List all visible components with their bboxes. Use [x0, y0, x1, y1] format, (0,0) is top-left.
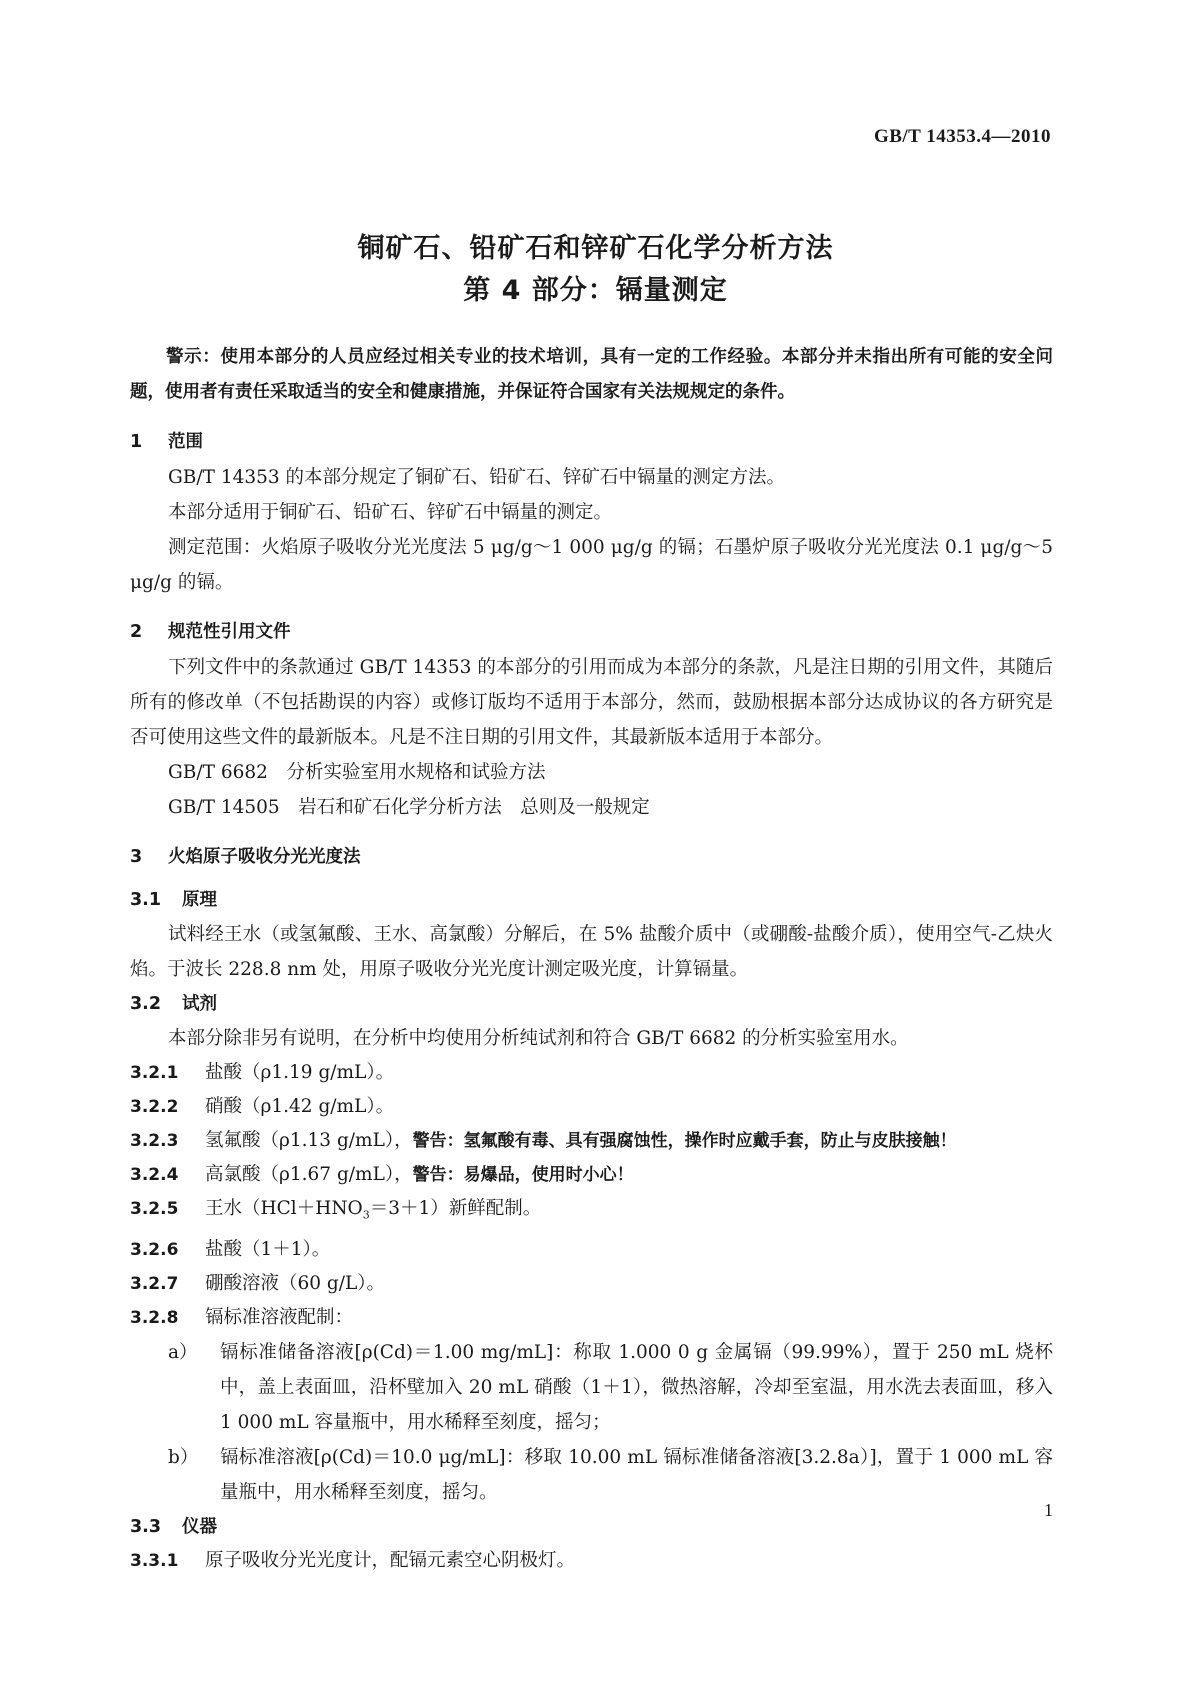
reference-name: 岩石和矿石化学分析方法 总则及一般规定 — [298, 797, 650, 818]
item-warning: 警告：易爆品，使用时小心！ — [412, 1165, 634, 1185]
reagent-item — [130, 1233, 1053, 1267]
item-number: 3.2.1 — [130, 1063, 179, 1083]
section-number: 3 — [130, 847, 143, 867]
reagent-item — [130, 1158, 1053, 1192]
subsection-number: 3.1 — [130, 890, 162, 910]
subsection-heading-instruments — [130, 1510, 1053, 1544]
item-text: 硝酸（ρ1.42 g/mL）。 — [205, 1096, 395, 1117]
scope-paragraph: 本部分适用于铜矿石、铅矿石、锌矿石中镉量的测定。 — [168, 502, 613, 523]
item-text: 盐酸（ρ1.19 g/mL）。 — [205, 1062, 395, 1083]
reference-item — [130, 790, 1053, 825]
scope-paragraph: 测定范围：火焰原子吸收分光光度法 5 μg/g～1 000 μg/g 的镉；石墨炉原子吸收分光光度法 0.1 μg/g～5 μg/g 的镉。 — [130, 537, 1053, 593]
document-subtitle: 第 4 部分：镉量测定 — [463, 275, 728, 306]
item-text: 氢氟酸（ρ1.13 g/mL）， — [205, 1130, 413, 1151]
document-body — [130, 340, 1053, 1578]
safety-warning: 警示：使用本部分的人员应经过相关专业的技术培训，具有一定的工作经验。本部分并未指出所有可能的安全问题，使用者有责任采取适当的安全和健康措施，并保证符合国家有关法规规定的条件。 — [130, 347, 1053, 402]
reagents-intro: 本部分除非另有说明，在分析中均使用分析纯试剂和符合 GB/T 6682 的分析实验室用水。 — [168, 1028, 909, 1049]
page-number: 1 — [1044, 1500, 1053, 1520]
subsection-title: 仪器 — [182, 1516, 217, 1537]
sub-item-text: 镉标准储备溶液[ρ(Cd)＝1.00 mg/mL]：称取 1.000 0 g 金属镉（99.99%），置于 250 mL 烧杯中，盖上表面皿，沿杯壁加入 20 mL 硝酸（1＋1），微热溶解，冷却至室温，用水洗去表面皿，移入 1 000 mL 容量瓶中，用水稀释至刻度，摇匀； — [220, 1341, 1053, 1433]
reference-code: GB/T 14505 — [168, 797, 280, 818]
reagent-item — [130, 1090, 1053, 1124]
item-number: 3.3.1 — [130, 1550, 179, 1571]
item-text: 盐酸（1＋1）。 — [205, 1238, 331, 1260]
subsection-title: 试剂 — [182, 994, 217, 1014]
subsection-heading-principle — [130, 883, 1053, 917]
item-number: 3.2.6 — [130, 1239, 179, 1260]
section-heading-references — [130, 614, 1053, 650]
item-text: 硼酸溶液（60 g/L）。 — [205, 1272, 386, 1294]
sub-item-label: a） — [168, 1341, 198, 1363]
section-number: 1 — [130, 432, 143, 452]
reagent-item — [130, 1267, 1053, 1301]
section-title: 火焰原子吸收分光光度法 — [168, 847, 361, 867]
instrument-item — [130, 1544, 1053, 1578]
scope-paragraph: GB/T 14353 的本部分规定了铜矿石、铅矿石、锌矿石中镉量的测定方法。 — [168, 467, 786, 488]
reagent-item — [130, 1301, 1053, 1335]
subsection-title: 原理 — [182, 890, 217, 910]
item-number: 3.2.2 — [130, 1097, 179, 1117]
reference-item — [130, 755, 1053, 790]
item-number: 3.2.4 — [130, 1165, 179, 1185]
section-title: 范围 — [168, 432, 203, 452]
sub-item-text: 镉标准溶液[ρ(Cd)＝10.0 μg/mL]：移取 10.00 mL 镉标准储备溶液[3.2.8a）]，置于 1 000 mL 容量瓶中，用水稀释至刻度，摇匀。 — [220, 1446, 1053, 1503]
item-number: 3.2.5 — [130, 1199, 179, 1219]
item-text: 镉标准溶液配制： — [205, 1306, 354, 1328]
section-number: 2 — [130, 622, 143, 642]
reference-code: GB/T 6682 — [168, 762, 268, 783]
sub-item — [130, 1440, 1053, 1510]
item-number: 3.2.8 — [130, 1307, 179, 1328]
reagent-item — [130, 1056, 1053, 1090]
section-heading-scope — [130, 424, 1053, 460]
subsection-number: 3.3 — [130, 1516, 162, 1537]
reagent-item — [130, 1192, 1053, 1233]
item-text: 王水（HCl＋HNO — [205, 1198, 363, 1219]
section-title: 规范性引用文件 — [168, 622, 291, 642]
document-title: 铜矿石、铅矿石和锌矿石化学分析方法 — [357, 233, 834, 264]
subscript: 3 — [362, 1208, 370, 1222]
item-text: 原子吸收分光光度计，配镉元素空心阴极灯。 — [205, 1549, 576, 1571]
item-text: ＝3＋1）新鲜配制。 — [369, 1198, 542, 1219]
subsection-heading-reagents — [130, 987, 1053, 1021]
section-heading-method — [130, 839, 1053, 875]
item-number: 3.2.7 — [130, 1273, 179, 1294]
standard-code: GB/T 14353.4—2010 — [873, 126, 1051, 147]
principle-paragraph: 试料经王水（或氢氟酸、王水、高氯酸）分解后，在 5% 盐酸介质中（或硼酸-盐酸介质），使用空气-乙炔火焰。于波长 228.8 nm 处，用原子吸收分光光度计测定吸光度，计算镉量。 — [130, 924, 1053, 980]
reference-name: 分析实验室用水规格和试验方法 — [286, 762, 546, 783]
subsection-number: 3.2 — [130, 994, 162, 1014]
reagent-item — [130, 1124, 1053, 1158]
sub-item — [130, 1335, 1053, 1440]
sub-item-label: b） — [168, 1446, 199, 1468]
references-paragraph: 下列文件中的条款通过 GB/T 14353 的本部分的引用而成为本部分的条款，凡是注日期的引用文件，其随后所有的修改单（不包括勘误的内容）或修订版均不适用于本部分，然而，鼓励根据本部分达成协议的各方研究是否可使用这些文件的最新版本。凡是不注日期的引用文件，其最新版本适用于本部分。 — [130, 657, 1053, 748]
item-text: 高氯酸（ρ1.67 g/mL）， — [205, 1164, 413, 1185]
item-number: 3.2.3 — [130, 1131, 179, 1151]
item-warning: 警告：氢氟酸有毒、具有强腐蚀性，操作时应戴手套，防止与皮肤接触！ — [412, 1131, 957, 1151]
